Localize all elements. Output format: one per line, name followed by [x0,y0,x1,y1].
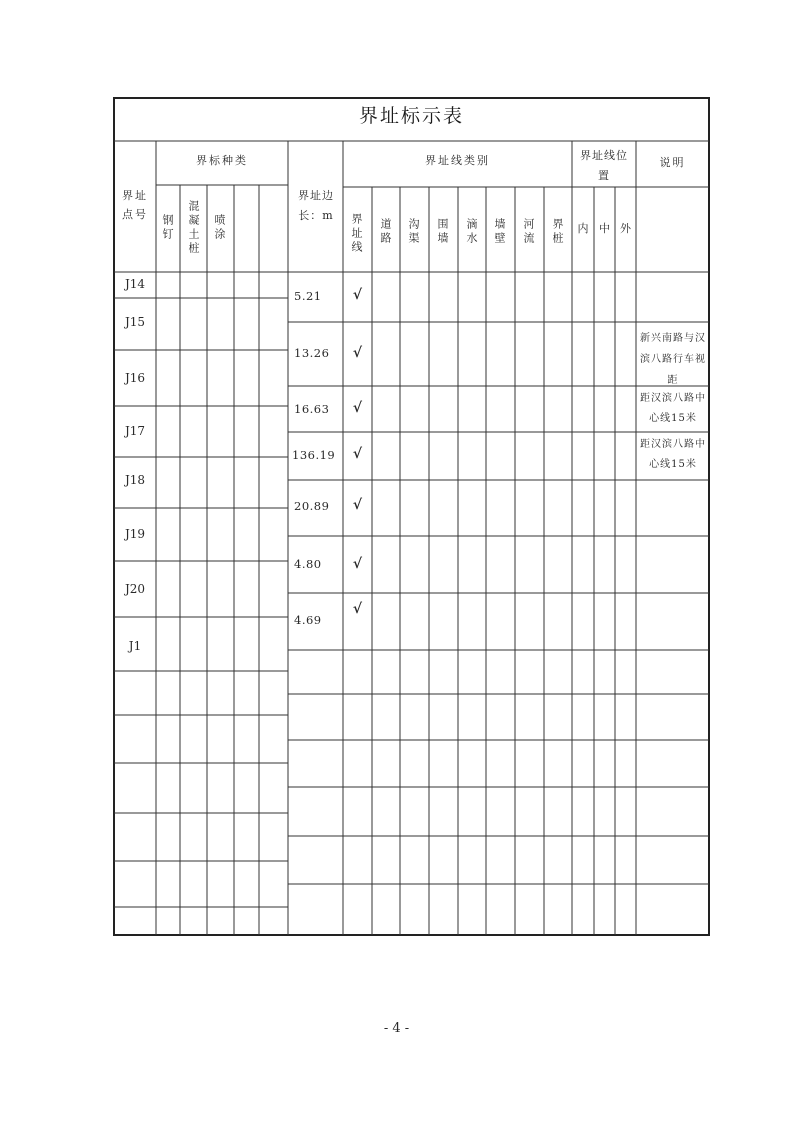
boundary-line-check: √ [352,345,363,361]
point-label: J1 [128,639,142,653]
edge-length: 16.63 [294,402,330,416]
remark-text: 距汉滨八路中心线15米 [640,439,706,470]
header-cat-fence: 围墙 [436,218,449,246]
boundary-line-check: √ [352,601,363,617]
header-cat-boundary-line: 界址线 [350,213,363,255]
point-label: J14 [124,277,146,291]
header-remarks: 说明 [659,156,686,169]
point-label: J17 [124,424,146,438]
header-cat-wall: 墙壁 [493,218,506,246]
point-label: J18 [124,473,146,487]
header-marker-paint: 喷涂 [213,214,226,242]
edge-length: 136.19 [292,448,336,462]
header-pos-inner: 内 [577,222,589,235]
table-title: 界址标示表 [358,105,464,127]
point-label: J20 [124,582,146,596]
header-cat-ditch: 沟渠 [407,218,420,246]
boundary-line-check: √ [352,287,363,303]
page-number: - 4 - [383,1021,410,1036]
boundary-line-check: √ [352,556,363,572]
header-cat-drip: 滴水 [465,218,478,246]
header-marker-type: 界标种类 [196,154,248,167]
edge-length: 20.89 [294,499,330,513]
edge-length: 4.80 [294,557,322,571]
remark-text: 距汉滨八路中心线15米 [640,393,706,424]
point-label: J15 [124,315,146,329]
header-line-position: 界址线位置 [580,149,628,182]
header-cat-road: 道路 [379,218,392,246]
boundary-line-check: √ [352,446,363,462]
boundary-line-check: √ [352,497,363,513]
header-edge-length: 界址边长：m [298,189,334,222]
boundary-line-check: √ [352,400,363,416]
header-pos-outer: 外 [620,222,631,235]
header-point-no: 界址点号 [122,189,148,221]
edge-length: 13.26 [294,346,330,360]
edge-length: 5.21 [294,289,322,303]
point-row-lines [114,298,288,907]
header-line-category: 界址线类别 [425,154,490,167]
point-label: J19 [124,527,146,541]
header-cat-boundary-pile: 界桩 [551,218,564,246]
header-cat-river: 河流 [522,218,535,246]
header-marker-steel-nail: 钢钉 [161,214,174,242]
remark-text: 新兴南路与汉滨八路行车视距 [640,333,706,386]
point-label: J16 [124,371,146,385]
header-pos-middle: 中 [599,222,610,235]
header-marker-concrete-pile: 混凝土桩 [187,200,200,256]
edge-length: 4.69 [294,613,322,627]
